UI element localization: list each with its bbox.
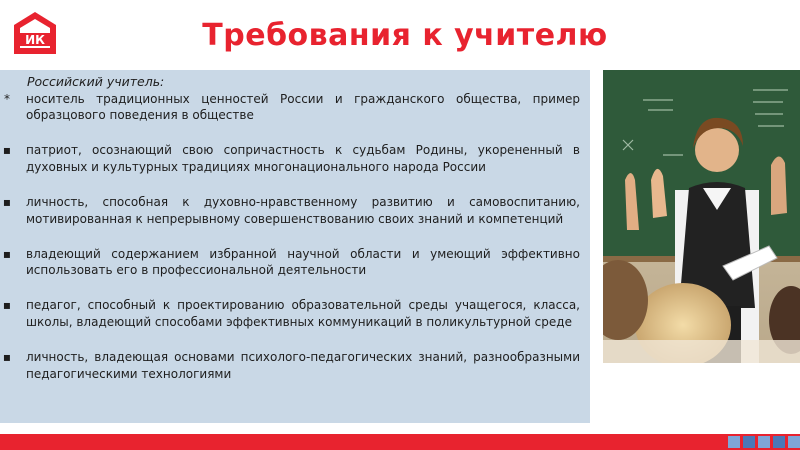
- item-text: патриот, осознающий свою сопричастность к судьбам Родины, укорененный в духовных и культурных традициях многонационального народа России: [26, 143, 580, 174]
- intro-text: Российский учитель:: [27, 74, 165, 89]
- list-item: [0, 349, 580, 382]
- list-item: [0, 297, 580, 330]
- page-title: Требования к учителю: [202, 18, 608, 53]
- classroom-photo: [603, 70, 800, 363]
- list-item: [0, 142, 580, 175]
- list-item: [0, 91, 580, 124]
- item-text: носитель традиционных ценностей России и гражданского общества, пример образцового поведения в обществе: [26, 91, 580, 123]
- footer-square: [743, 436, 755, 448]
- logo-text: ИК: [25, 33, 45, 47]
- list-item: [0, 194, 580, 227]
- bullet-marker: ▪: [2, 350, 12, 365]
- footer-square: [788, 436, 800, 448]
- item-text: личность, владеющая основами психолого-педагогических знаний, разнообразными педагогическими технологиями: [26, 350, 580, 381]
- bullet-marker: ▪: [2, 246, 12, 261]
- footer-bar: [0, 434, 800, 450]
- footer-squares: [728, 434, 800, 450]
- bullet-marker: *: [4, 91, 10, 106]
- bullet-marker: ▪: [2, 298, 12, 313]
- bullet-marker: ▪: [2, 143, 12, 158]
- footer-square: [728, 436, 740, 448]
- footer-square: [773, 436, 785, 448]
- item-text: педагог, способный к проектированию образовательной среды учащегося, класса, школы, владеющий способами эффективных коммуникаций в поликультурной среде: [26, 298, 580, 329]
- content-panel: [0, 70, 590, 423]
- item-text: личность, способная к духовно-нравственному развитию и самовоспитанию, мотивированная к непрерывному совершенствованию своих знаний и компетенций: [26, 194, 580, 226]
- item-text: владеющий содержанием избранной научной области и умеющий эффективно использовать его в профессиональной деятельности: [26, 246, 580, 278]
- footer-square: [758, 436, 770, 448]
- bullet-marker: ▪: [2, 194, 12, 209]
- list-item: [0, 246, 580, 279]
